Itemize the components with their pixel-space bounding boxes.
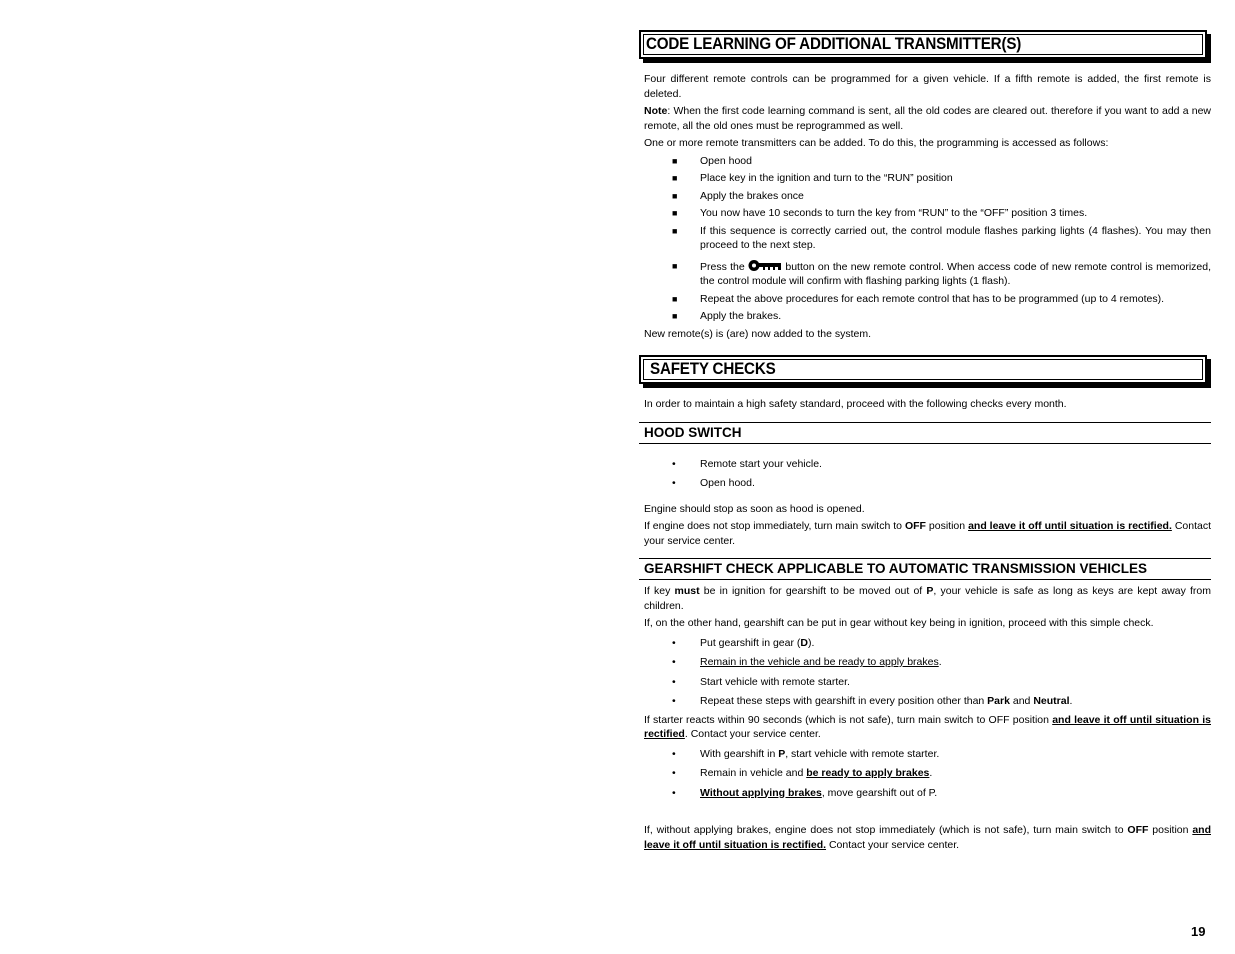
page-number: 19 [1191, 924, 1206, 939]
list-item: ■ Repeat the above procedures for each remote control that has to be programmed (up to 4 remotes). [672, 292, 1165, 305]
note-label: Note [644, 105, 668, 117]
note-text: : When the first code learning command is sent, all the old codes are cleared out. therefore if you want to add a new remote, all the old ones must be reprogrammed as well. [644, 105, 1211, 132]
round-bullet-icon: • [672, 457, 676, 470]
list-item: ■ Place key in the ignition and turn to the “RUN” position [672, 172, 953, 184]
paragraph: Four different remote controls can be programmed for a given vehicle. If a fifth remote is added, the first remote is deleted. [644, 73, 1211, 100]
list-item: • With gearshift in P, start vehicle with remote starter. [672, 747, 940, 760]
square-bullet-icon: ■ [672, 190, 678, 201]
square-bullet-icon: ■ [672, 173, 678, 183]
section-title: SAFETY CHECKS [650, 360, 776, 378]
round-bullet-icon: • [672, 767, 676, 779]
round-bullet-icon: • [672, 636, 676, 649]
round-bullet-icon: • [672, 786, 676, 799]
paragraph: If starter reacts within 90 seconds (which is not safe), turn main switch to OFF position and leave it off until situation is rectified. Contact your service center. [644, 713, 1211, 740]
list-item: • Start vehicle with remote starter. [672, 675, 850, 688]
section-header-code-learning [639, 30, 1207, 59]
list-item: • Repeat these steps with gearshift in every position other than Park and Neutral. [672, 695, 1073, 707]
section-header-safety-checks [639, 355, 1207, 384]
subsection-title-gearshift: GEARSHIFT CHECK APPLICABLE TO AUTOMATIC TRANSMISSION VEHICLES [639, 558, 1211, 580]
hood-list [639, 457, 1211, 491]
gear-list-2 [639, 747, 1211, 801]
list-item: ■ Open hood [672, 154, 752, 167]
square-bullet-icon: ■ [672, 208, 678, 218]
square-bullet-icon: ■ [672, 155, 678, 166]
round-bullet-icon: • [672, 477, 676, 489]
section-title: CODE LEARNING OF ADDITIONAL TRANSMITTER(S) [646, 35, 1022, 53]
square-bullet-icon: ■ [672, 293, 678, 304]
gear-list-1 [639, 636, 1211, 709]
key-icon [748, 259, 782, 272]
list-item: ■ You now have 10 seconds to turn the key from “RUN” to the “OFF” position 3 times. [672, 207, 1088, 219]
square-bullet-icon: ■ [672, 260, 678, 271]
steps-list [639, 154, 1211, 324]
list-item: • Remain in the vehicle and be ready to apply brakes. [672, 656, 942, 668]
subsection-title-hood-switch: HOOD SWITCH [639, 422, 1211, 444]
paragraph: If engine does not stop immediately, turn main switch to OFF position and leave it off until situation is rectified. Contact your service center. [644, 520, 1212, 547]
paragraph: If key must be in ignition for gearshift to be moved out of P, your vehicle is safe as long as keys are kept away from children. [644, 585, 1212, 612]
square-bullet-icon: ■ [672, 311, 678, 321]
round-bullet-icon: • [672, 656, 676, 668]
paragraph: One or more remote transmitters can be added. To do this, the programming is accessed as follows: [644, 137, 1109, 149]
list-item: • Remote start your vehicle. [672, 457, 822, 470]
round-bullet-icon: • [672, 675, 676, 688]
list-item: • Put gearshift in gear (D). [672, 636, 815, 649]
paragraph: If, on the other hand, gearshift can be put in gear without key being in ignition, proceed with this simple check. [644, 617, 1154, 629]
list-item: ■ Apply the brakes once [672, 189, 804, 202]
paragraph: In order to maintain a high safety standard, proceed with the following checks every month. [644, 398, 1067, 410]
page-column [639, 28, 1211, 852]
list-item: • Remain in vehicle and be ready to apply brakes. [672, 767, 933, 779]
paragraph: New remote(s) is (are) now added to the system. [644, 327, 872, 340]
round-bullet-icon: • [672, 695, 676, 707]
list-item: • Without applying brakes, move gearshift out of P. [672, 786, 938, 799]
paragraph: If, without applying brakes, engine does not stop immediately (which is not safe), turn main switch to OFF position and leave it off until situation is rectified. Contact your service center. [644, 824, 1211, 851]
round-bullet-icon: • [672, 747, 676, 760]
list-item: ■ Apply the brakes. [672, 310, 782, 322]
list-item: • Open hood. [672, 477, 755, 489]
note-paragraph [639, 104, 1211, 133]
square-bullet-icon: ■ [672, 225, 678, 236]
paragraph: Engine should stop as soon as hood is opened. [644, 502, 865, 515]
list-item: ■ Press the button on the new remote control. When access code of new remote control is memorized, the control module will confirm with flashing parking lights (1 flash). [672, 260, 1211, 287]
list-item: ■ If this sequence is correctly carried out, the control module flashes parking lights (4 flashes). You may then proceed to the next step. [672, 224, 1211, 251]
